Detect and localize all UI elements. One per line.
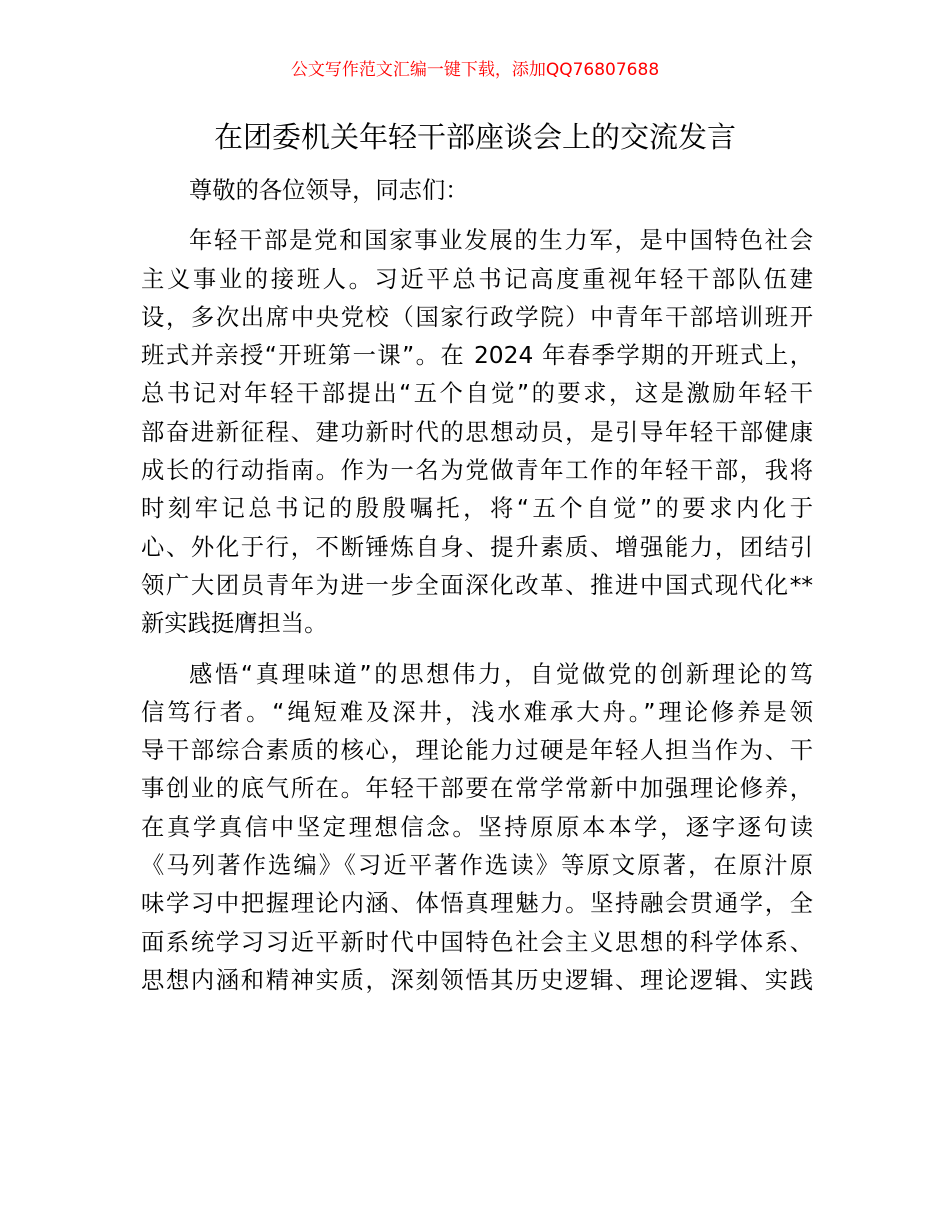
paragraph-line: 领广大团员青年为进一步全面深化改革、推进中国式现代化**: [141, 571, 813, 599]
paragraph-line: 信笃行者。“绳短难及深井，浅水难承大舟。”理论修养是领: [141, 698, 813, 726]
paragraph-line: 年轻干部是党和国家事业发展的生力军，是中国特色社会: [189, 227, 813, 255]
paragraph-line: 成长的行动指南。作为一名为党做青年工作的年轻干部，我将: [141, 457, 813, 485]
paragraph-line: 事创业的底气所在。年轻干部要在常学常新中加强理论修养，: [141, 775, 813, 803]
paragraph-line: 部奋进新征程、建功新时代的思想动员，是引导年轻干部健康: [141, 418, 813, 446]
paragraph-2: [141, 656, 813, 1001]
paragraph-line: 主义事业的接班人。习近平总书记高度重视年轻干部队伍建: [141, 265, 813, 293]
paragraph-1: [141, 222, 813, 643]
download-notice: 公文写作范文汇编一键下载，添加QQ76807688: [290, 60, 660, 80]
document-body: [141, 172, 813, 1000]
paragraph-line: 心、外化于行，不断锤炼自身、提升素质、增强能力，团结引: [141, 533, 813, 561]
paragraph-line: 总书记对年轻干部提出“五个自觉”的要求，这是激励年轻干: [141, 380, 813, 408]
paragraph-line: 感悟“真理味道”的思想伟力，自觉做党的创新理论的笃: [189, 660, 813, 688]
document-title: 在团委机关年轻干部座谈会上的交流发言: [213, 120, 736, 154]
paragraph-line: 新实践挺膺担当。: [141, 610, 328, 638]
paragraph-line: 导干部综合素质的核心，理论能力过硬是年轻人担当作为、干: [141, 737, 813, 765]
paragraph-line: 《马列著作选编》《习近平著作选读》等原文原著，在原汁原: [141, 852, 813, 880]
paragraph-line: 时刻牢记总书记的殷殷嘱托，将“五个自觉”的要求内化于: [141, 495, 813, 523]
paragraph-line: 思想内涵和精神实质，深刻领悟其历史逻辑、理论逻辑、实践: [141, 966, 813, 994]
paragraph-gap: [141, 210, 813, 222]
paragraph-line: 在真学真信中坚定理想信念。坚持原原本本学，逐字逐句读: [141, 813, 813, 841]
greeting: 尊敬的各位领导，同志们：: [189, 177, 469, 204]
paragraph-line: 味学习中把握理论内涵、体悟真理魅力。坚持融会贯通学，全: [141, 890, 813, 918]
paragraph-line: 设，多次出席中央党校（国家行政学院）中青年干部培训班开: [141, 303, 813, 331]
paragraph-gap: [141, 644, 813, 656]
paragraph-line: 面系统学习习近平新时代中国特色社会主义思想的科学体系、: [141, 928, 813, 956]
paragraph-line: 班式并亲授“开班第一课”。在 2024 年春季学期的开班式上，: [141, 342, 813, 370]
